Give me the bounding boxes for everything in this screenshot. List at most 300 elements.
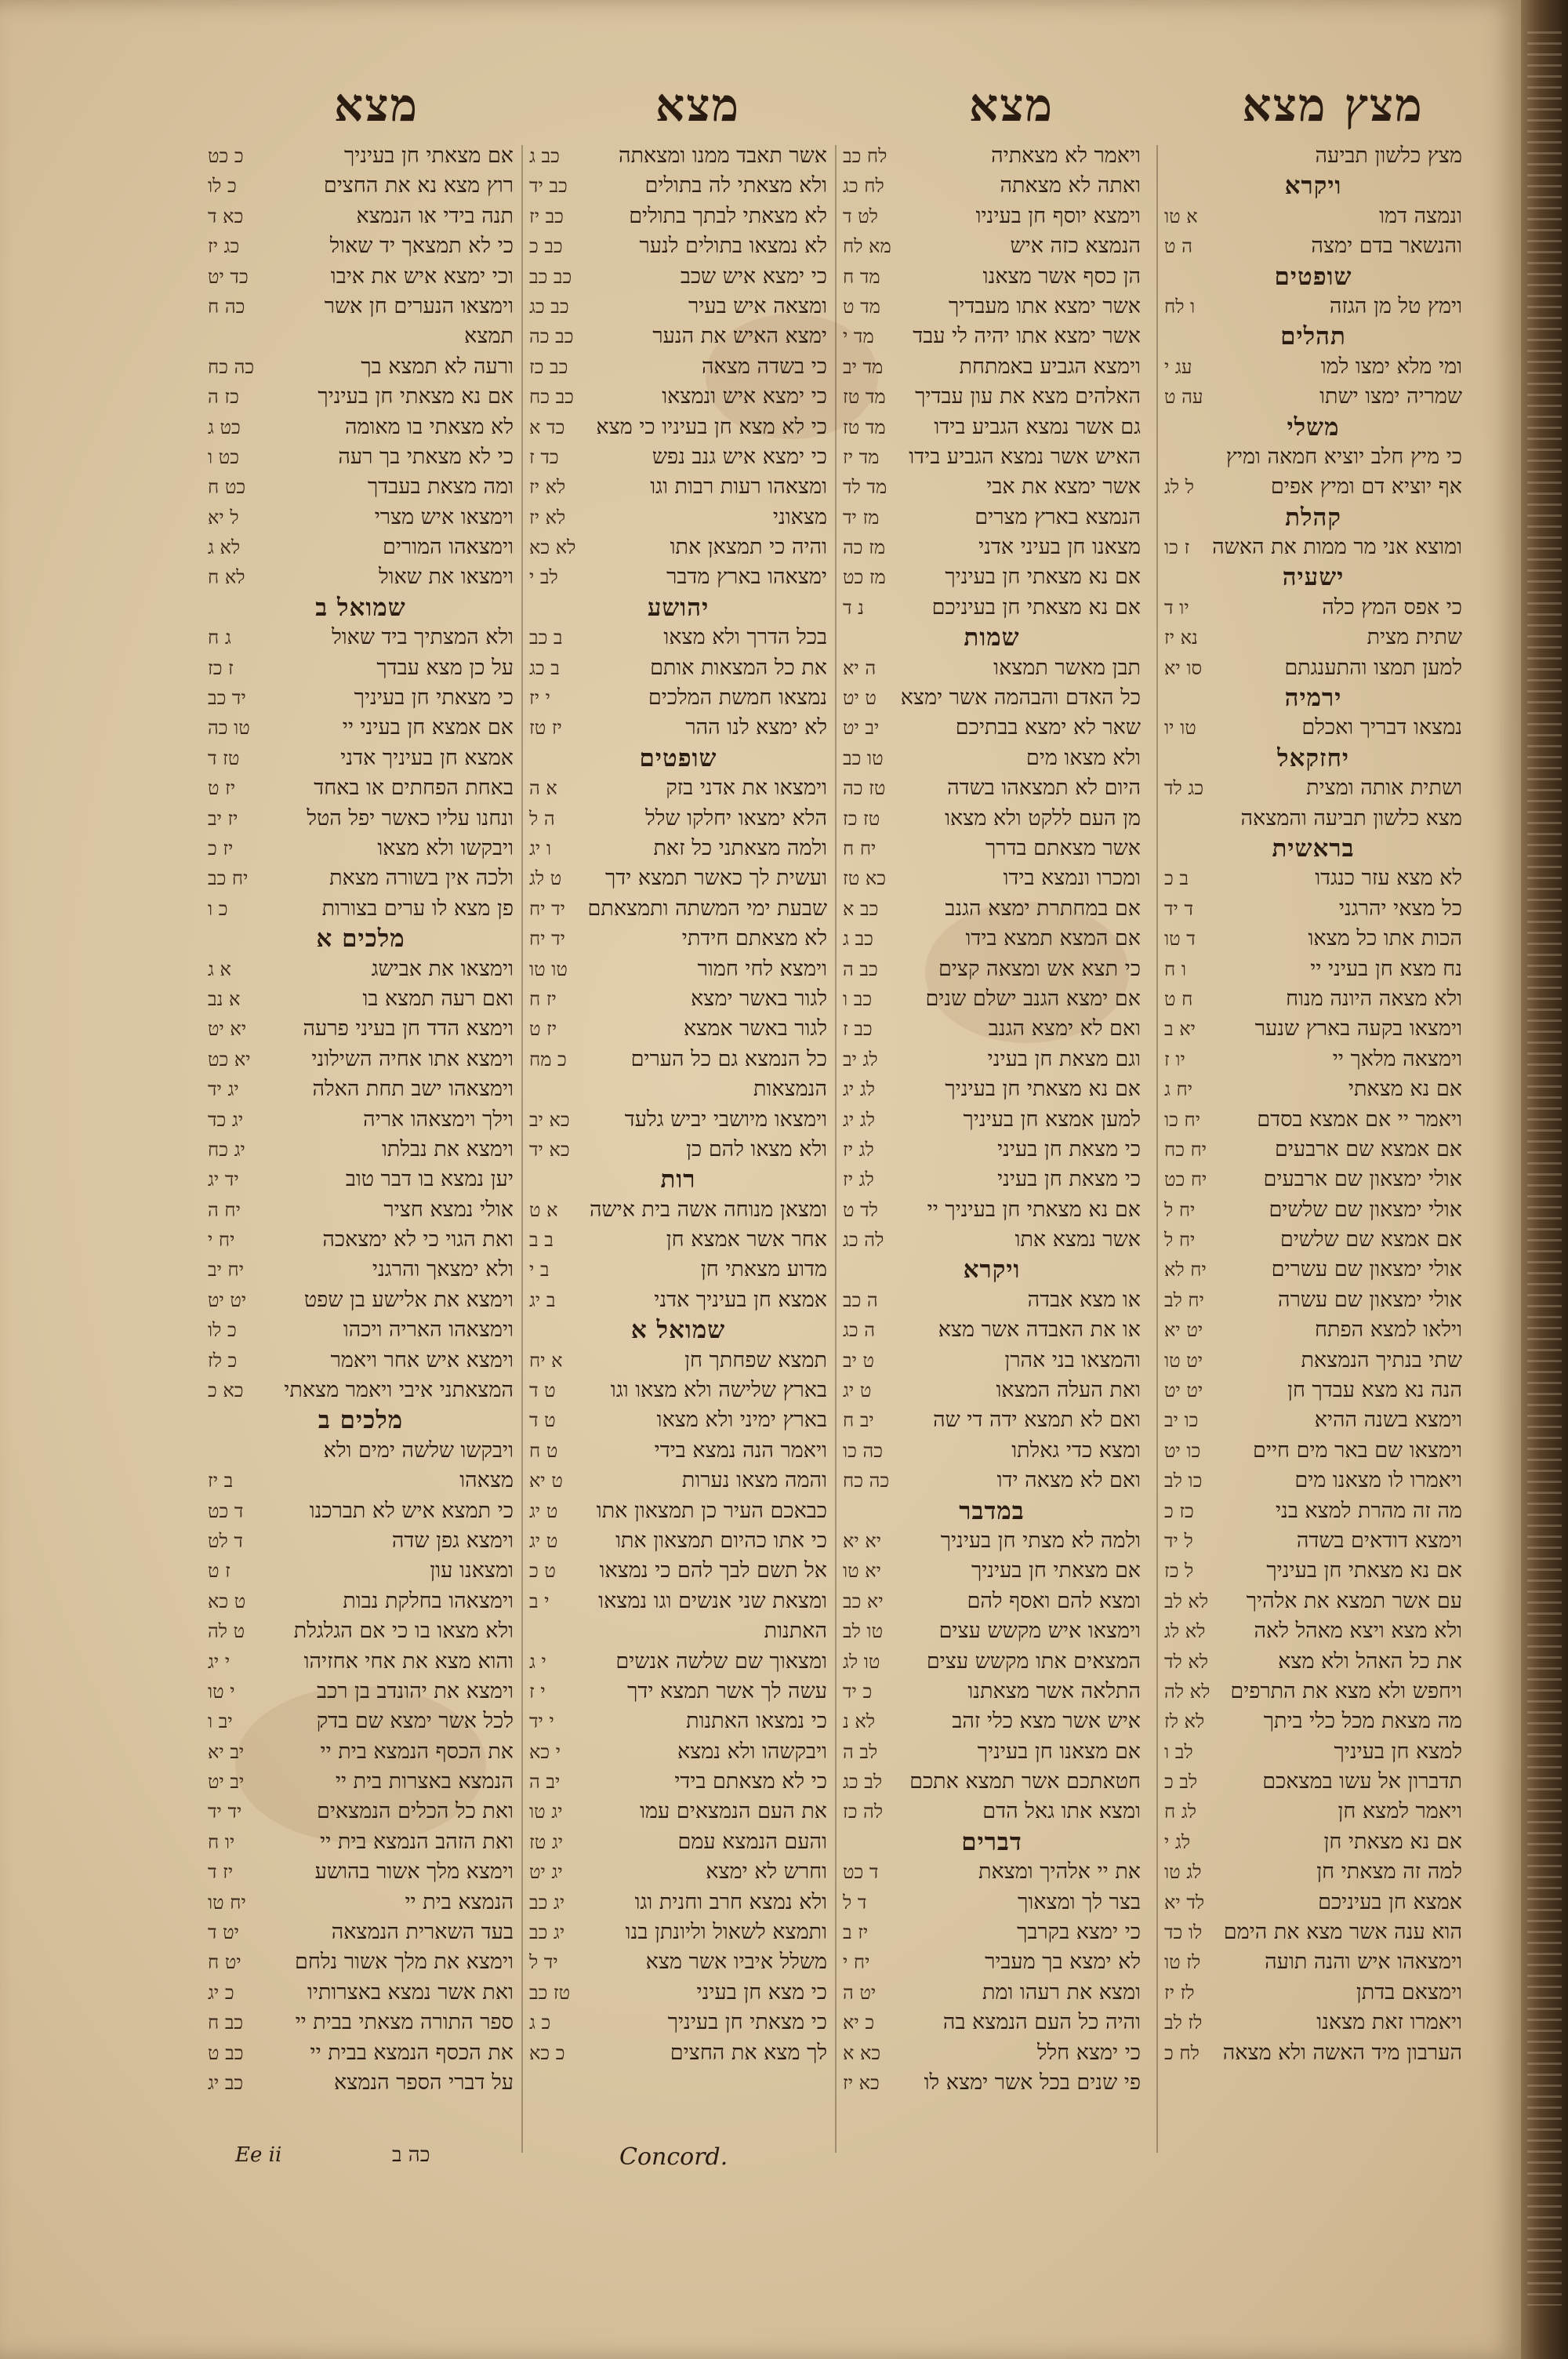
entry-text: אם אמצא שם שלשים bbox=[1279, 1227, 1462, 1252]
book-heading bbox=[208, 924, 514, 954]
concordance-entry bbox=[843, 202, 1141, 231]
concordance-entry bbox=[208, 562, 514, 592]
verse-reference: כד ז bbox=[529, 445, 559, 468]
concordance-entry bbox=[208, 1827, 514, 1857]
verse-reference: ב י bbox=[529, 1259, 550, 1281]
concordance-entry bbox=[529, 1737, 827, 1767]
concordance-entry bbox=[843, 1947, 1141, 1977]
verse-reference: טז כב bbox=[529, 1981, 571, 2004]
concordance-entry bbox=[529, 292, 827, 322]
book-heading bbox=[529, 1165, 827, 1194]
verse-reference: יג כב bbox=[529, 1891, 565, 1914]
verse-reference: כה ח bbox=[208, 295, 245, 318]
concordance-entry bbox=[843, 1556, 1141, 1586]
verse-reference: טז ד bbox=[208, 747, 240, 769]
verse-reference: יג כד bbox=[208, 1108, 244, 1131]
entry-text: לא מצא עזר כנגדו bbox=[1315, 866, 1462, 891]
entry-text: ספר התורה מצאתי בבית יי bbox=[295, 2010, 514, 2035]
verse-reference: יח ג bbox=[1164, 1078, 1193, 1101]
entry-text: ויבקשהו ולא נמצא bbox=[677, 1739, 827, 1764]
entry-text: המצאתני איבי ויאמר מצאתי bbox=[284, 1378, 514, 1403]
entry-text: אולי ימצאון שם עשרה bbox=[1278, 1287, 1462, 1312]
verse-reference: י כא bbox=[529, 1740, 561, 1763]
verse-reference: כא יב bbox=[529, 1108, 570, 1131]
entry-text: אם נא מצאתי bbox=[1348, 1077, 1462, 1102]
entry-text: מצאוני bbox=[772, 504, 827, 529]
concordance-entry bbox=[1164, 1225, 1462, 1255]
entry-text: חטאתכם אשר תמצא אתכם bbox=[909, 1769, 1141, 1794]
verse-reference: לב ה bbox=[843, 1740, 878, 1763]
entry-text: וימצאו הנערים חן אשר bbox=[324, 293, 514, 318]
verse-reference: ה יא bbox=[843, 656, 877, 679]
entry-text: משלל איביו אשר מצא bbox=[645, 1950, 827, 1975]
concordance-entry bbox=[1164, 1376, 1462, 1405]
concordance-entry bbox=[1164, 984, 1462, 1014]
verse-reference: יא יט bbox=[208, 1018, 247, 1041]
entry-text: וחרש לא ימצא bbox=[706, 1859, 827, 1885]
entry-text: בעד השארית הנמצאה bbox=[331, 1920, 514, 1945]
verse-reference: כב כז bbox=[529, 355, 568, 378]
entry-text: ואם לא ימצא הגנב bbox=[988, 1016, 1141, 1041]
verse-reference: יח ה bbox=[208, 1198, 241, 1221]
concordance-entry bbox=[843, 1917, 1141, 1947]
concordance-entry bbox=[208, 773, 514, 803]
verse-reference: יט יא bbox=[1164, 1319, 1203, 1342]
concordance-entry bbox=[1164, 1165, 1462, 1194]
entry-text: לך מצא את החצים bbox=[670, 2040, 827, 2065]
verse-reference: כ ג bbox=[529, 2012, 551, 2034]
concordance-entry bbox=[529, 1587, 827, 1616]
header-col2: מצא bbox=[968, 78, 1054, 132]
concordance-entry bbox=[529, 1888, 827, 1917]
entry-text: שתית מצית bbox=[1367, 625, 1462, 650]
verse-reference: לז יז bbox=[1164, 1981, 1195, 2004]
concordance-entry bbox=[529, 1255, 827, 1285]
concordance-entry bbox=[208, 984, 514, 1014]
entry-text: שמואל א bbox=[630, 1316, 726, 1345]
book-heading bbox=[1164, 503, 1462, 533]
entry-text: אם נא מצאתי חן בעיניכם bbox=[931, 594, 1141, 620]
entry-text: ומצא להם ואסף להם bbox=[967, 1588, 1141, 1613]
verse-reference: כב ז bbox=[843, 1018, 873, 1041]
concordance-entry bbox=[843, 1707, 1141, 1736]
concordance-entry bbox=[843, 231, 1141, 261]
concordance-entry bbox=[843, 322, 1141, 351]
concordance-entry bbox=[529, 713, 827, 743]
verse-reference: טז כה bbox=[843, 777, 886, 800]
entry-text: וימצאו איש מקשש עצים bbox=[938, 1619, 1141, 1644]
verse-reference bbox=[529, 1616, 539, 1646]
entry-text: ואת אשר נמצא באצרותיו bbox=[307, 1979, 514, 2005]
concordance-entry bbox=[1164, 1767, 1462, 1797]
verse-reference: יז יב bbox=[208, 807, 238, 830]
verse-reference: ז כז bbox=[208, 656, 234, 679]
entry-text: וכי ימצא איש את איבו bbox=[330, 264, 514, 289]
book-heading bbox=[843, 1496, 1141, 1526]
book-heading bbox=[529, 593, 827, 623]
column-divider bbox=[521, 145, 523, 2153]
verse-reference: נ ד bbox=[843, 596, 864, 619]
entry-text: למען תמצו והתענגתם bbox=[1284, 655, 1462, 680]
verse-reference: מד ט bbox=[843, 295, 880, 318]
verse-reference: ט כא bbox=[208, 1590, 246, 1612]
entry-text: הנמצא כזה איש bbox=[1010, 234, 1141, 259]
verse-reference: יז ב bbox=[843, 1921, 869, 1944]
concordance-entry bbox=[208, 683, 514, 713]
entry-text: אם מצאתי חן בעיניך bbox=[971, 1558, 1141, 1583]
concordance-entry bbox=[208, 1496, 514, 1526]
verse-reference: כא יד bbox=[529, 1138, 570, 1161]
entry-text: וימצא את אלישע בן שפט bbox=[303, 1287, 514, 1312]
concordance-entry bbox=[1164, 773, 1462, 803]
verse-reference: ה ל bbox=[529, 807, 555, 830]
concordance-entry bbox=[1164, 1526, 1462, 1556]
entry-text: ולא מצאו מים bbox=[1025, 745, 1141, 770]
entry-text: כי מצאתי חן בעיניך bbox=[667, 2010, 827, 2035]
concordance-entry bbox=[1164, 1737, 1462, 1767]
entry-text: ויאמרו זאת מצאנו bbox=[1316, 2010, 1462, 2035]
verse-reference: י יד bbox=[529, 1710, 554, 1733]
verse-reference: כב כב bbox=[529, 265, 572, 288]
verse-reference: כ ו bbox=[208, 897, 228, 920]
entry-text: וימצאה מלאך יי bbox=[1332, 1046, 1462, 1071]
entry-text: את העם הנמצאים עמו bbox=[640, 1799, 827, 1824]
concordance-entry bbox=[1164, 1947, 1462, 1977]
verse-reference: ד כט bbox=[843, 1861, 879, 1884]
verse-reference: ד ל bbox=[843, 1891, 867, 1914]
entry-text: בארץ ימיני ולא מצאו bbox=[656, 1408, 827, 1433]
concordance-entry bbox=[843, 1526, 1141, 1556]
entry-text: ומי מלא ימצו למו bbox=[1320, 354, 1462, 379]
entry-text: ועשית לך כאשר תמצא ידך bbox=[605, 866, 827, 891]
entry-text: וימצא את יהונדב בן רכב bbox=[316, 1678, 514, 1703]
concordance-entry bbox=[1164, 1707, 1462, 1736]
concordance-entry bbox=[529, 1466, 827, 1496]
entry-text: הכות אתו כל מצאו bbox=[1308, 926, 1462, 951]
verse-reference: ט יא bbox=[529, 1470, 563, 1492]
entry-text: וימצאו את אבישג bbox=[371, 956, 514, 981]
concordance-entry bbox=[843, 533, 1141, 562]
concordance-entry bbox=[1164, 141, 1462, 171]
verse-reference: לח כג bbox=[843, 175, 884, 198]
verse-reference: כט ו bbox=[208, 445, 239, 468]
verse-reference: כד א bbox=[529, 416, 565, 438]
concordance-entry bbox=[208, 1647, 514, 1677]
entry-text: דברים bbox=[961, 1827, 1022, 1856]
book-heading bbox=[1164, 322, 1462, 351]
verse-reference: יו ד bbox=[1164, 596, 1189, 619]
concordance-entry bbox=[529, 924, 827, 954]
concordance-entry bbox=[529, 1074, 827, 1104]
verse-reference: יט ה bbox=[843, 1981, 877, 2004]
concordance-entry bbox=[843, 804, 1141, 834]
verse-reference: ט יב bbox=[843, 1349, 874, 1372]
concordance-entry bbox=[208, 1466, 514, 1496]
entry-text: מה מצאת מכל כלי ביתך bbox=[1263, 1709, 1462, 1734]
verse-reference: ט לג bbox=[529, 867, 562, 890]
entry-text: וימצאו איש מצרי bbox=[374, 504, 514, 529]
concordance-entry bbox=[208, 533, 514, 562]
verse-reference: כ כא bbox=[529, 2041, 565, 2064]
verse-reference: מד טז bbox=[843, 416, 886, 438]
concordance-entry bbox=[208, 1105, 514, 1135]
verse-reference: לג י bbox=[1164, 1830, 1191, 1853]
concordance-entry bbox=[843, 1797, 1141, 1826]
concordance-entry bbox=[1164, 1285, 1462, 1315]
verse-reference: א ה bbox=[529, 777, 557, 800]
concordance-entry bbox=[208, 2038, 514, 2068]
entry-text: ויאמר הנה נמצא בידי bbox=[654, 1438, 827, 1463]
concordance-entry bbox=[1164, 1587, 1462, 1616]
verse-reference: כ יג bbox=[208, 1981, 234, 2004]
entry-text: וימצא דודאים בשדה bbox=[1296, 1528, 1462, 1553]
concordance-entry bbox=[1164, 623, 1462, 652]
entry-text: ולא מצאתי לה בתולים bbox=[644, 173, 827, 198]
verse-reference: כ יד bbox=[843, 1680, 873, 1703]
verse-reference: ט יג bbox=[843, 1379, 872, 1402]
concordance-entry bbox=[208, 1436, 514, 1466]
concordance-entry bbox=[1164, 713, 1462, 743]
entry-text: שאר לא ימצא בבתיכם bbox=[955, 715, 1141, 740]
verse-reference: כב ו bbox=[843, 987, 873, 1010]
concordance-entry bbox=[843, 1014, 1141, 1044]
concordance-entry bbox=[208, 1707, 514, 1736]
entry-text: ואם רעה תמצא בו bbox=[362, 986, 514, 1011]
concordance-entry bbox=[1164, 1105, 1462, 1135]
entry-text: וימצא מלך אשור בהושע bbox=[314, 1859, 514, 1885]
entry-text: הנמצא באצרות בית יי bbox=[335, 1769, 514, 1794]
verse-reference: מד י bbox=[843, 325, 874, 348]
entry-text: שמות bbox=[964, 623, 1020, 652]
verse-reference: לא כא bbox=[529, 536, 576, 559]
entry-text: מה זה מהרת למצא בני bbox=[1275, 1498, 1462, 1523]
book-heading bbox=[1164, 413, 1462, 442]
concordance-entry bbox=[208, 1346, 514, 1376]
entry-text: ושתית אותה ומצית bbox=[1306, 776, 1462, 801]
entry-text: ואת העלה המצאו bbox=[996, 1378, 1141, 1403]
entry-text: תבן מאשר תמצאו bbox=[993, 655, 1141, 680]
concordance-entry bbox=[208, 653, 514, 683]
concordance-entry bbox=[1164, 1978, 1462, 2008]
concordance-entry bbox=[208, 1285, 514, 1315]
entry-text: וימצא אתו אחיה השילוני bbox=[311, 1046, 514, 1071]
entry-text: וימצאהו ישב תחת האלה bbox=[312, 1077, 514, 1102]
verse-reference: יד יח bbox=[529, 897, 565, 920]
verse-reference: ל לג bbox=[1164, 476, 1195, 499]
verse-reference: כז ה bbox=[208, 386, 239, 409]
concordance-entry bbox=[208, 1014, 514, 1044]
concordance-entry bbox=[1164, 2008, 1462, 2037]
concordance-entry bbox=[843, 141, 1141, 171]
verse-reference: ט יג bbox=[529, 1529, 558, 1552]
entry-text: והוא מצא את אחי אחזיהו bbox=[303, 1648, 514, 1674]
entry-text: תהלים bbox=[1280, 322, 1346, 351]
concordance-entry bbox=[208, 1255, 514, 1285]
entry-text: בכל הדרך ולא מצאו bbox=[663, 625, 827, 650]
entry-text: ירמיה bbox=[1284, 684, 1342, 713]
concordance-entry bbox=[208, 292, 514, 322]
verse-reference: לה כז bbox=[843, 1801, 884, 1823]
verse-reference: כד יט bbox=[208, 265, 249, 288]
entry-text: התלאה אשר מצאתנו bbox=[967, 1678, 1141, 1703]
concordance-entry bbox=[1164, 292, 1462, 322]
verse-reference: י יז bbox=[529, 687, 550, 710]
entry-text: וימצא הדד חן בעיני פרעה bbox=[303, 1016, 514, 1041]
verse-reference: כג לד bbox=[1164, 777, 1204, 800]
verse-reference: כו יט bbox=[1164, 1439, 1201, 1462]
verse-reference: ו ח bbox=[1164, 958, 1186, 980]
concordance-entry bbox=[843, 954, 1141, 984]
verse-reference: ו יג bbox=[529, 837, 551, 860]
concordance-entry bbox=[843, 1135, 1141, 1165]
concordance-entry bbox=[843, 292, 1141, 322]
verse-reference: יב ח bbox=[843, 1409, 874, 1432]
concordance-entry bbox=[843, 1285, 1141, 1315]
concordance-entry bbox=[208, 2008, 514, 2037]
entry-text: הנמצאות bbox=[753, 1077, 827, 1102]
concordance-entry bbox=[1164, 804, 1462, 834]
verse-reference: יג טו bbox=[529, 1801, 563, 1823]
entry-text: לגור באשר אמצא bbox=[683, 1016, 827, 1041]
entry-text: או את האבדה אשר מצא bbox=[938, 1318, 1141, 1343]
concordance-entry bbox=[529, 1677, 827, 1707]
concordance-entry bbox=[843, 1616, 1141, 1646]
verse-reference: ב כ bbox=[1164, 867, 1189, 890]
entry-text: לכל אשר ימצא שם בדק bbox=[316, 1709, 514, 1734]
entry-text: הנה נא מצא עבדך חן bbox=[1287, 1378, 1462, 1403]
entry-text: לא מצאתי לבתך בתולים bbox=[629, 203, 827, 228]
entry-text: כל הנמצא גם כל הערים bbox=[630, 1046, 827, 1071]
verse-reference: עה ט bbox=[1164, 386, 1203, 409]
entry-text: ולכה אין בשורה מצאת bbox=[329, 866, 514, 891]
entry-text: לא נמצאו בתולים לנער bbox=[639, 234, 827, 259]
entry-text: ויאמר לא מצאתיה bbox=[991, 144, 1141, 168]
verse-reference: כ כט bbox=[208, 145, 244, 167]
entry-text: רות bbox=[660, 1165, 696, 1194]
entry-text: הנמצא בית יי bbox=[405, 1889, 514, 1914]
concordance-entry bbox=[208, 141, 514, 171]
entry-text: כי בשדה מצאה bbox=[702, 354, 827, 379]
verse-reference: לד יא bbox=[1164, 1891, 1205, 1914]
verse-reference: יא יא bbox=[843, 1529, 882, 1552]
verse-reference: ב כב bbox=[529, 627, 563, 649]
verse-reference: ט ח bbox=[529, 1439, 558, 1462]
entry-text: ויאמרו לו מצאנו מים bbox=[1294, 1468, 1462, 1493]
book-heading bbox=[529, 1315, 827, 1345]
entry-text: רוץ מצא נא את החצים bbox=[323, 173, 514, 198]
concordance-entry bbox=[529, 1767, 827, 1797]
concordance-entry bbox=[529, 1135, 827, 1165]
entry-text: הלא ימצאו יחלקו שלל bbox=[645, 805, 827, 831]
entry-text: וימצא יוסף חן בעיניו bbox=[975, 203, 1141, 228]
entry-text: שופטים bbox=[1274, 262, 1352, 291]
concordance-entry bbox=[1164, 442, 1462, 472]
binding-gutter bbox=[1527, 31, 1562, 2306]
verse-reference: כ יא bbox=[843, 2012, 875, 2034]
concordance-entry bbox=[208, 834, 514, 863]
entry-text: אשר ימצא אתו יהיה לי עבד bbox=[913, 324, 1141, 349]
concordance-entry bbox=[529, 141, 827, 171]
entry-text: איש אשר מצא כלי זהב bbox=[952, 1709, 1141, 1734]
concordance-entry bbox=[529, 1285, 827, 1315]
concordance-entry bbox=[843, 1466, 1141, 1496]
entry-text: כי ימצא בקרבך bbox=[1017, 1920, 1141, 1945]
entry-text: כי לא מצאתם בידי bbox=[674, 1769, 827, 1794]
concordance-entry bbox=[208, 1587, 514, 1616]
entry-text: אם נא מצאתי חן bbox=[1323, 1829, 1462, 1854]
entry-text: אם אמצא שם ארבעים bbox=[1274, 1136, 1462, 1161]
concordance-entry bbox=[843, 743, 1141, 773]
entry-text: האתנות bbox=[764, 1619, 827, 1644]
concordance-entry bbox=[843, 653, 1141, 683]
entry-text: ואת כל הכלים הנמצאים bbox=[316, 1799, 514, 1824]
verse-reference: י ז bbox=[529, 1680, 546, 1703]
concordance-entry bbox=[208, 1225, 514, 1255]
entry-text: וימצאו את אדני בזק bbox=[666, 776, 827, 801]
concordance-entry bbox=[208, 413, 514, 442]
verse-reference: ז ט bbox=[208, 1560, 230, 1583]
entry-text: ויחפש ולא מצא את התרפים bbox=[1230, 1678, 1462, 1703]
concordance-entry bbox=[529, 1647, 827, 1677]
entry-text: תמצא bbox=[464, 324, 514, 349]
entry-text: ויקרא bbox=[1284, 172, 1342, 201]
entry-text: מצץ כלשון תביעה bbox=[1315, 144, 1462, 168]
concordance-entry bbox=[529, 1014, 827, 1044]
verse-reference: לג יז bbox=[843, 1138, 874, 1161]
concordance-entry bbox=[208, 382, 514, 412]
entry-text: ומצאת שני אנשים וגו נמצאו bbox=[598, 1588, 827, 1613]
verse-reference: לג יג bbox=[843, 1078, 875, 1101]
entry-text: אם אמצא חן בעיני יי bbox=[342, 715, 514, 740]
entry-text: והמצאו בני אהרן bbox=[1004, 1347, 1141, 1372]
header-col4: מצא bbox=[333, 78, 419, 132]
entry-text: למען אמצא חן בעיניך bbox=[963, 1107, 1141, 1132]
verse-reference: ד טו bbox=[1164, 928, 1196, 951]
verse-reference: ז כו bbox=[1164, 536, 1190, 559]
concordance-entry bbox=[1164, 954, 1462, 984]
verse-reference: יח לב bbox=[1164, 1289, 1204, 1311]
concordance-entry bbox=[529, 1526, 827, 1556]
entry-text: והמה מצאו נערות bbox=[681, 1468, 827, 1493]
column-divider bbox=[835, 145, 837, 2153]
entry-text: וילך וימצאהו אריה bbox=[363, 1107, 514, 1132]
entry-text: וימצא לחי חמור bbox=[697, 956, 827, 981]
verse-reference: יז ט bbox=[529, 1018, 557, 1041]
entry-text: כי לא מצאתי בך רעה bbox=[338, 444, 514, 469]
verse-reference: כב כה bbox=[529, 325, 574, 348]
entry-text: ישעיה bbox=[1282, 563, 1345, 592]
entry-text: כי מצאת חן בעיני bbox=[997, 1167, 1141, 1192]
entry-text: מצאהו bbox=[459, 1468, 514, 1493]
entry-text: אמצא חן בעיניכם bbox=[1318, 1889, 1462, 1914]
concordance-entry bbox=[208, 1376, 514, 1405]
concordance-entry bbox=[843, 1105, 1141, 1135]
concordance-entry bbox=[208, 503, 514, 533]
concordance-entry bbox=[208, 322, 514, 351]
verse-reference: יח יב bbox=[208, 1259, 244, 1281]
entry-text: ולא מצאו להם כן bbox=[686, 1136, 827, 1161]
verse-reference: יא כט bbox=[208, 1048, 251, 1070]
verse-reference: יט יט bbox=[1164, 1379, 1203, 1402]
entry-text: כי תצא אש ומצאה קצים bbox=[938, 956, 1141, 981]
verse-reference: ל יד bbox=[1164, 1529, 1193, 1552]
verse-reference: ד יד bbox=[1164, 897, 1194, 920]
verse-reference: כ לז bbox=[208, 1349, 238, 1372]
concordance-entry bbox=[843, 984, 1141, 1014]
entry-text: ומצאן מנוחה אשה בית אישה bbox=[589, 1197, 827, 1222]
concordance-entry bbox=[843, 834, 1141, 863]
concordance-entry bbox=[208, 472, 514, 502]
